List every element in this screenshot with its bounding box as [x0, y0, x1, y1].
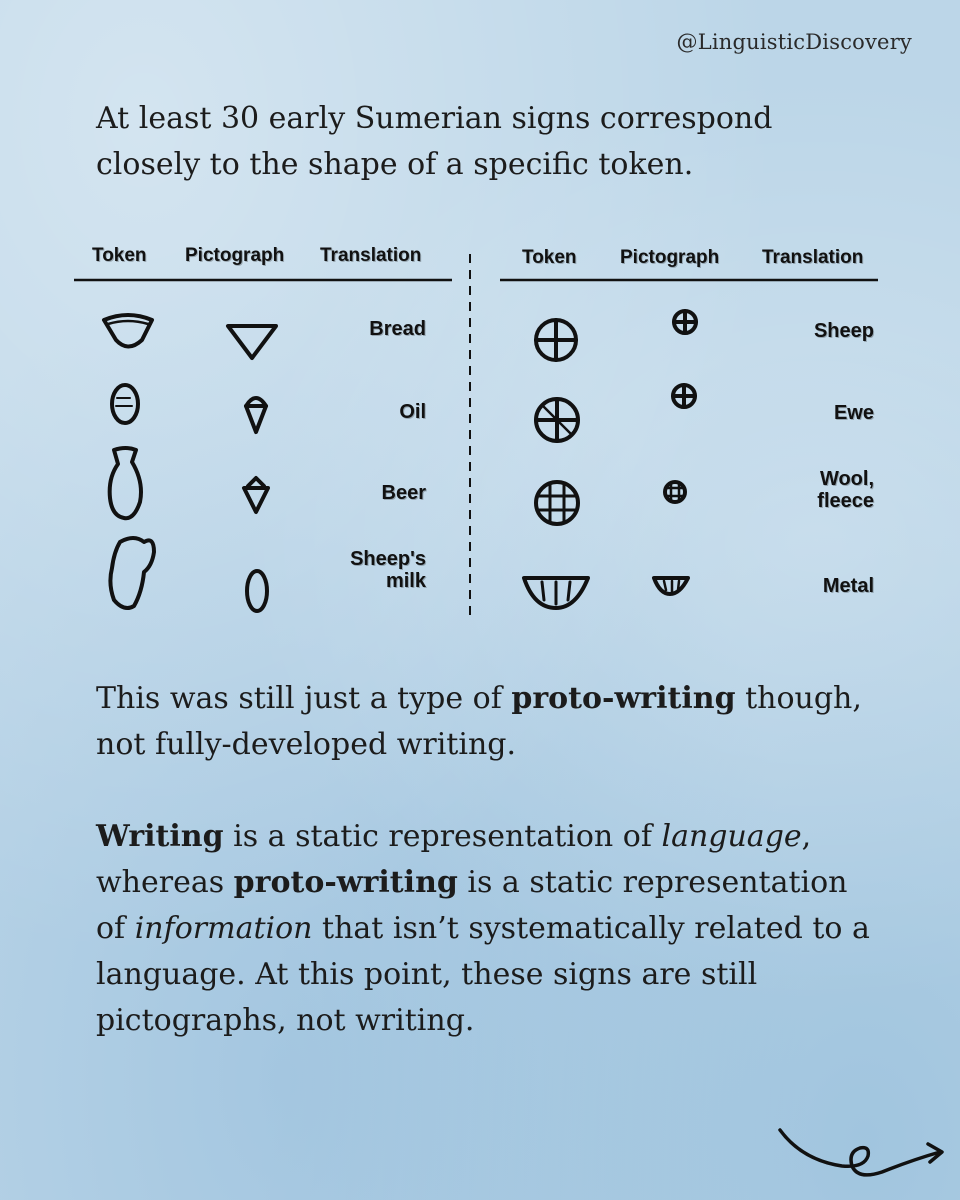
left-header-token: Token	[92, 245, 147, 266]
metal-pictograph-icon	[654, 578, 688, 594]
bread-token-icon	[104, 315, 152, 347]
sheep-token-icon	[536, 320, 576, 360]
intro-text: At least 30 early Sumerian signs correspond closely to the shape of a specific token.	[96, 101, 773, 182]
metal-token-icon	[524, 578, 588, 608]
italic-information: information	[134, 911, 313, 946]
right-header-pictograph: Pictograph	[620, 247, 720, 268]
ewe-token-icon	[536, 399, 578, 441]
translation-oil: Oil	[399, 401, 426, 423]
translation-ewe: Ewe	[833, 402, 874, 424]
right-header-token: Token	[522, 247, 577, 268]
account-handle: @LinguisticDiscovery	[676, 30, 912, 54]
oil-pictograph-icon	[246, 398, 266, 432]
wool-token-icon	[536, 482, 578, 524]
sheep-pictograph-icon	[674, 311, 696, 333]
writing-definition-paragraph: Writing is a static representation of language, whereas proto-writing is a static representation of information that isn’t systematically related to a language. At this point, these signs are still pictographs, not writing.	[96, 819, 870, 1038]
token-pictograph-figure	[70, 236, 890, 626]
left-header-pictograph: Pictograph	[185, 245, 285, 266]
bold-writing: Writing	[96, 819, 224, 854]
translation-sheeps-milk: Sheep's milk	[350, 548, 426, 592]
beer-token-icon	[110, 448, 141, 518]
ewe-pictograph-icon	[673, 385, 695, 407]
translation-metal: Metal	[822, 575, 874, 597]
proto-writing-paragraph: This was still just a type of proto-writing though, not fully-developed writing.	[96, 681, 862, 762]
sheeps-milk-pictograph-icon	[247, 571, 267, 611]
sheeps-milk-token-icon	[110, 538, 154, 608]
translation-bread: Bread	[369, 318, 426, 340]
left-header-translation: Translation	[320, 245, 422, 266]
bold-proto-writing-2: proto-writing	[233, 865, 458, 900]
bold-proto-writing: proto-writing	[511, 681, 736, 716]
token-figure-drawing	[70, 236, 890, 626]
next-arrow-icon[interactable]	[772, 1120, 952, 1190]
oil-token-icon	[112, 385, 138, 423]
translation-wool-fleece: Wool, fleece	[817, 468, 874, 512]
translation-beer: Beer	[381, 482, 426, 504]
bread-pictograph-icon	[228, 326, 276, 358]
italic-language: language	[661, 819, 802, 854]
beer-pictograph-icon	[244, 478, 268, 512]
wool-pictograph-icon	[665, 482, 685, 502]
translation-sheep: Sheep	[813, 320, 874, 342]
right-header-translation: Translation	[762, 247, 864, 268]
